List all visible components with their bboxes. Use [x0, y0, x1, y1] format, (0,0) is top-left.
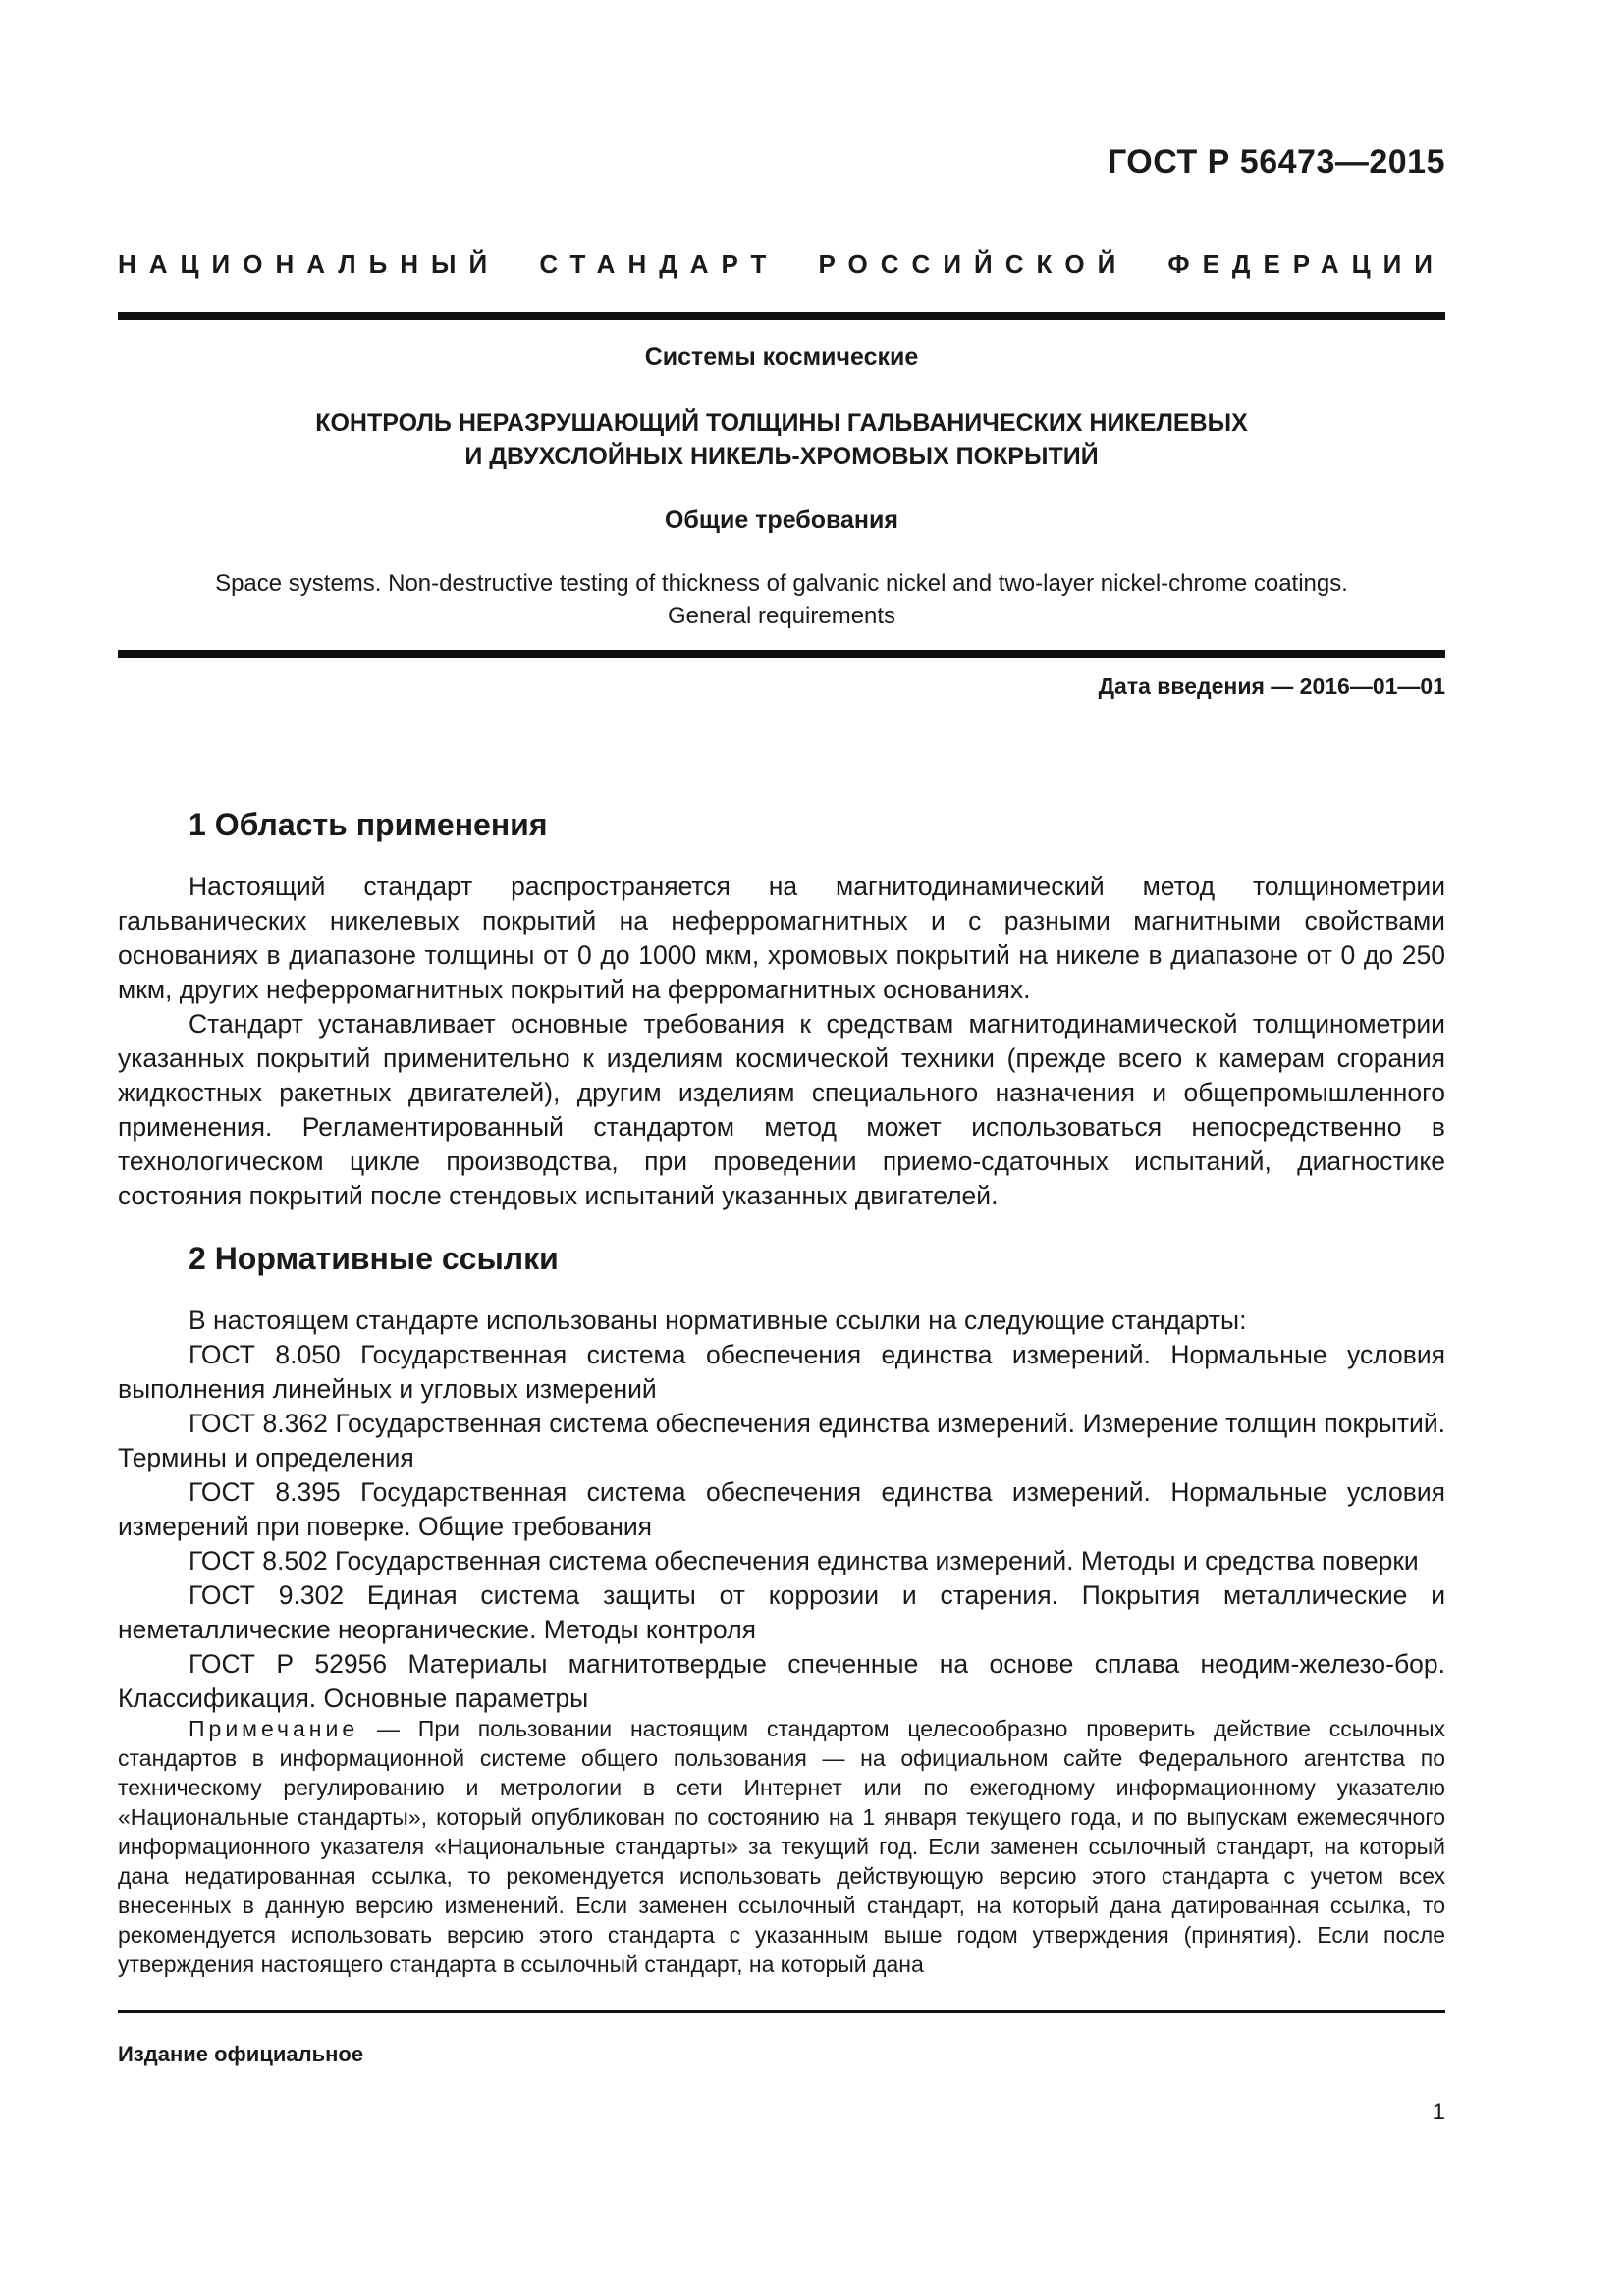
reference-item: ГОСТ Р 52956 Материалы магнитотвердые спеченные на основе сплава неодим-железо-бор. Классификация. Основные параметры	[118, 1649, 1445, 1713]
standard-subject: Системы космические	[644, 344, 919, 371]
english-title-line: General requirements	[667, 603, 896, 629]
section-heading: 2 Нормативные ссылки	[189, 1241, 559, 1276]
edition-label: Издание официальное	[118, 2042, 364, 2066]
references-list	[118, 1304, 1445, 1716]
section-body	[118, 870, 1445, 1213]
paragraph: Настоящий стандарт распространяется на магнитодинамический метод толщинометрии гальванических никелевых покрытий на неферромагнитных и с разными магнитными свойствами основаниях в диапазоне толщины от 0 до 1000 мкм, хромовых покрытий на никеле в диапазоне от 0 до 250 мкм, других неферромагнитных покрытий на ферромагнитных основаниях.	[118, 872, 1445, 1004]
english-title-line: Space systems. Non-destructive testing of thickness of galvanic nickel and two-layer nickel-chrome coatings.	[215, 570, 1348, 597]
title-divider	[118, 650, 1445, 658]
reference-item: ГОСТ 8.050 Государственная система обеспечения единства измерений. Нормальные условия выполнения линейных и угловых измерений	[118, 1340, 1445, 1404]
note-paragraph	[118, 1714, 1445, 1979]
banner-word: СТАНДАРТ	[539, 249, 780, 279]
banner-word: ФЕДЕРАЦИИ	[1167, 249, 1445, 279]
title-line: И ДВУХСЛОЙНЫХ НИКЕЛЬ-ХРОМОВЫХ ПОКРЫТИЙ	[464, 443, 1099, 470]
reference-item: ГОСТ 8.395 Государственная система обеспечения единства измерений. Нормальные условия измерений при поверке. Общие требования	[118, 1477, 1445, 1541]
national-standard-banner	[118, 249, 1445, 280]
note-label: Примечание	[189, 1716, 359, 1741]
paragraph: Стандарт устанавливает основные требования к средствам магнитодинамической толщинометрии указанных покрытий применительно к изделиям космической техники (прежде всего к камерам сгорания жидкостных ракетных двигателей), другим изделиям специального назначения и общепромышленного применения. Регламентированный стандартом метод может использоваться непосредственно в технологическом цикле производства, при проведении приемо-сдаточных испытаний, диагностике состояния покрытий после стендовых испытаний указанных двигателей.	[118, 1009, 1445, 1210]
footer-divider	[118, 2010, 1445, 2013]
introduction-date: Дата введения — 2016—01—01	[1098, 673, 1445, 699]
reference-item: ГОСТ 8.362 Государственная система обеспечения единства измерений. Измерение толщин покрытий. Термины и определения	[118, 1409, 1445, 1472]
banner-word: РОССИЙСКОЙ	[818, 249, 1129, 279]
note-text: — При пользовании настоящим стандартом целесообразно проверить действие ссылочных стандартов в информационной системе общего пользования — на официальном сайте Федерального агентства по техническому регулированию и метрологии в сети Интернет или по ежегодному информационному указателю «Национальные стандарты», который опубликован по состоянию на 1 января текущего года, и по выпускам ежемесячного информационного указателя «Национальные стандарты» за текущий год. Если заменен ссылочный стандарт, на который дана недатированная ссылка, то рекомендуется использовать действующую версию этого стандарта с учетом всех внесенных в данную версию изменений. Если заменен ссылочный стандарт, на который дана датированная ссылка, то рекомендуется использовать версию этого стандарта с указанным выше годом утверждения (принятия). Если после утверждения настоящего стандарта в ссылочный стандарт, на который дана	[118, 1716, 1445, 1977]
paragraph: В настоящем стандарте использованы нормативные ссылки на следующие стандарты:	[189, 1306, 1247, 1335]
page-number: 1	[1432, 2099, 1445, 2125]
reference-item: ГОСТ 9.302 Единая система защиты от коррозии и старения. Покрытия металлические и неметаллические неорганические. Методы контроля	[118, 1580, 1445, 1644]
english-title	[118, 567, 1445, 632]
banner-word: НАЦИОНАЛЬНЫЙ	[118, 249, 501, 279]
section-heading: 1 Область применения	[189, 807, 548, 842]
title-line: КОНТРОЛЬ НЕРАЗРУШАЮЩИЙ ТОЛЩИНЫ ГАЛЬВАНИЧЕСКИХ НИКЕЛЕВЫХ	[315, 409, 1248, 437]
reference-item: ГОСТ 8.502 Государственная система обеспечения единства измерений. Методы и средства поверки	[189, 1546, 1419, 1575]
header-divider	[118, 312, 1445, 320]
note-block	[118, 1714, 1445, 1979]
standard-title	[118, 406, 1445, 473]
standard-subtitle: Общие требования	[664, 507, 898, 534]
standard-number: ГОСТ Р 56473—2015	[1107, 143, 1445, 181]
